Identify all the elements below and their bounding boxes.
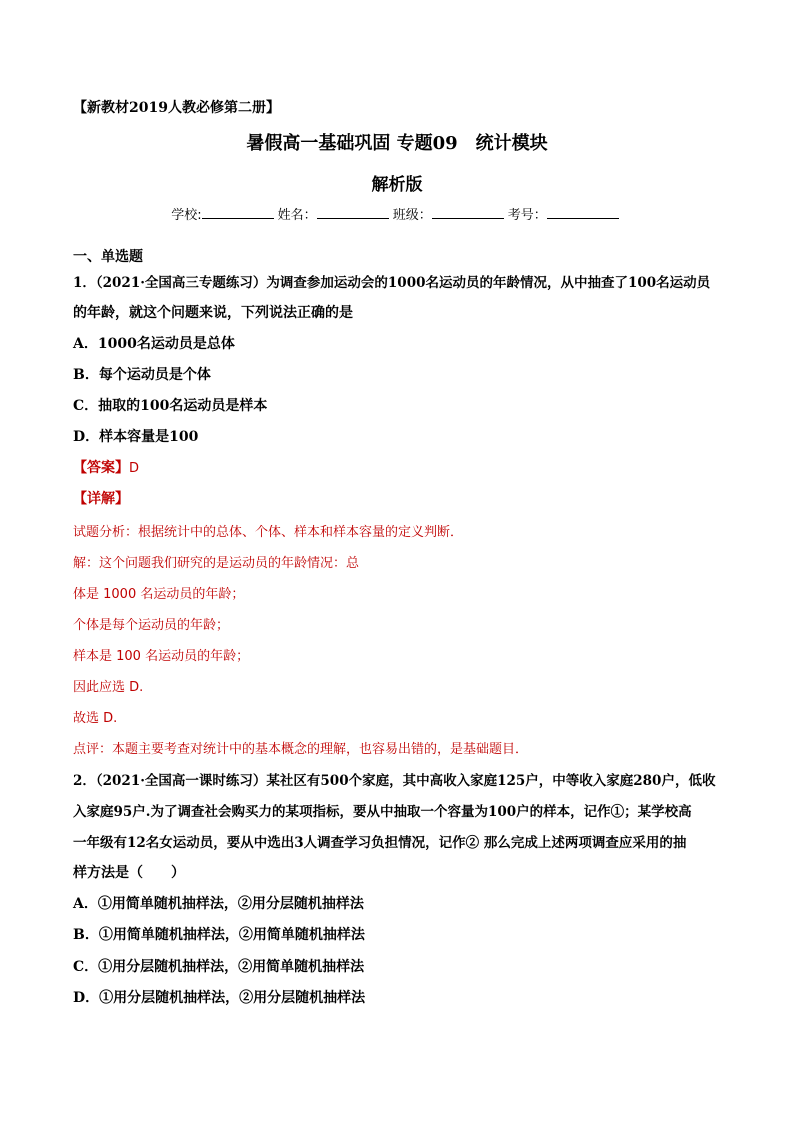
q1-option-b: B．每个运动员是个体 (73, 367, 211, 383)
explanation-line: 体是 1000 名运动员的年龄； (73, 587, 245, 602)
q2-stem-line: 一年级有12名女运动员，要从中选出3人调查学习负担情况，记作② 那么完成上述两项调查应采用的抽 (73, 835, 687, 851)
student-info-fields (0, 204, 794, 223)
explanation-line: 点评：本题主要考查对统计中的基本概念的理解，也容易出错的，是基础题目． (73, 742, 529, 757)
q1-option-c: C．抽取的100名运动员是样本 (73, 398, 268, 414)
school-blank (202, 206, 274, 219)
explanation-line: 故选 D. (73, 711, 118, 726)
detail-label: 【详解】 (73, 491, 129, 507)
q1-stem-line1: 1．（2021·全国高三专题练习）为调查参加运动会的1000名运动员的年龄情况，从中抽查了100名运动员 (73, 275, 711, 291)
school-label: 学校: (171, 208, 202, 223)
section-heading: 一、单选题 (73, 249, 143, 265)
q2-stem-line: 2．（2021·全国高一课时练习）某社区有500个家庭，其中高收入家庭125户，中等收入家庭280户，低收 (73, 773, 716, 789)
q2-option-c: C．①用分层随机抽样法，②用简单随机抽样法 (73, 959, 365, 975)
explanation-line: 因此应选 D. (73, 680, 144, 695)
textbook-tag: 【新教材2019人教必修第二册】 (73, 100, 280, 116)
explanation-line: 试题分析：根据统计中的总体、个体、样本和样本容量的定义判断． (73, 525, 464, 540)
answer-value: D (129, 461, 140, 476)
q2-option-d: D．①用分层随机抽样法，②用分层随机抽样法 (73, 990, 366, 1006)
document-subtitle: 解析版 (371, 175, 423, 195)
q1-option-a: A．1000名运动员是总体 (73, 336, 235, 352)
exam-no-blank (547, 206, 619, 219)
explanation-line: 个体是每个运动员的年龄； (73, 618, 230, 633)
exam-no-label: 考号： (507, 208, 547, 223)
q1-stem-line2: 的年龄，就这个问题来说，下列说法正确的是 (73, 305, 353, 321)
class-blank (432, 206, 504, 219)
explanation-line: 样本是 100 名运动员的年龄； (73, 649, 250, 664)
answer-label: 【答案】 (73, 460, 129, 476)
q2-stem-line: 样方法是（ ） (73, 865, 185, 881)
q1-answer (73, 457, 139, 477)
q2-option-b: B．①用简单随机抽样法，②用简单随机抽样法 (73, 927, 365, 943)
document-title: 暑假高一基础巩固 专题09 统计模块 (246, 133, 548, 154)
q2-stem-line: 入家庭95户.为了调查社会购买力的某项指标，要从中抽取一个容量为100户的样本，记作①；某学校高 (73, 804, 692, 820)
name-label: 姓名： (277, 208, 317, 223)
q2-option-a: A．①用简单随机抽样法，②用分层随机抽样法 (73, 896, 364, 912)
name-blank (317, 206, 389, 219)
class-label: 班级： (392, 208, 432, 223)
q1-option-d: D．样本容量是100 (73, 429, 199, 445)
explanation-line: 解：这个问题我们研究的是运动员的年龄情况：总 (73, 556, 360, 571)
